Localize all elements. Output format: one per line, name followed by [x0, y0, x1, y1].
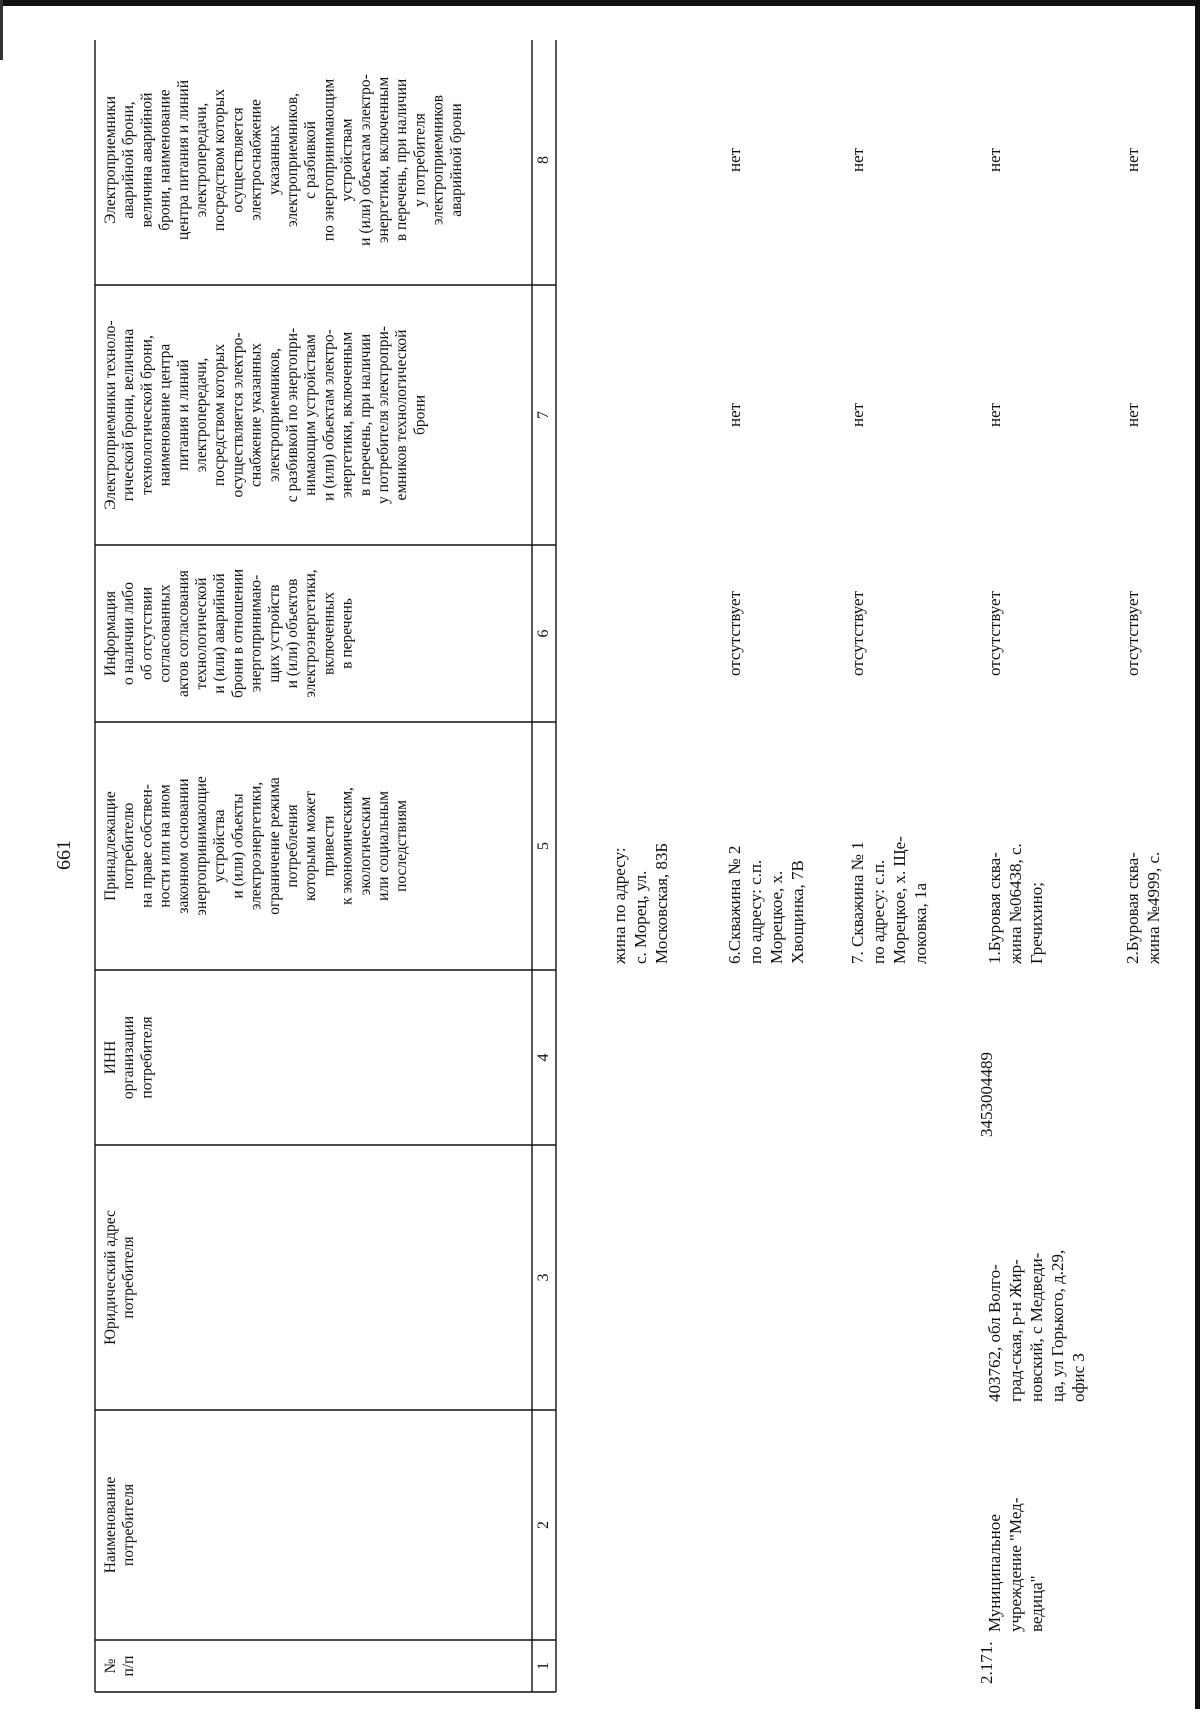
column-header-7-line: в перечень, при наличии — [356, 333, 374, 497]
cell-continuation-col5-line: с. Морец, ул. — [631, 870, 650, 964]
column-header-7-line: у потребителя электропри- — [374, 326, 392, 504]
scan-edge-right — [1195, 0, 1200, 1709]
column-header-6-line: и (или) объектов — [284, 578, 301, 689]
cell-legal-address-line: 403762, обл Волго- — [985, 1264, 1004, 1402]
cell-col5-line: Морецкое, х. Ще- — [890, 836, 909, 964]
cell-col7 — [985, 402, 1004, 427]
cell-col6-line: отсутствует — [985, 590, 1004, 677]
column-header-4-line: потребителя — [138, 1016, 156, 1099]
column-header-6-line: электроэнергетики, — [302, 569, 320, 698]
cell-consumer-name — [985, 1497, 1046, 1632]
column-header-6-line: щих устройств — [265, 584, 283, 683]
scan-edge-top — [0, 0, 1200, 6]
column-header-5-line: экологическим — [356, 796, 374, 896]
cell-col6 — [985, 590, 1004, 676]
cell-col8-line: нет — [848, 147, 867, 173]
column-header-5 — [102, 776, 410, 916]
cell-col6-line: отсутствует — [725, 590, 744, 677]
column-header-7-line: Электроприемники техноло- — [102, 320, 119, 510]
cell-col7-line: нет — [725, 402, 744, 428]
column-header-8-line: величина аварийной — [138, 92, 156, 228]
column-header-7-line: с разбивкой по энергопри- — [284, 327, 301, 503]
cell-col5-line: Морецкое, х. — [767, 870, 786, 964]
cell-col5-line: локовка, 1а — [911, 883, 930, 964]
column-header-8-line: электроприемников, — [284, 92, 301, 228]
column-header-7-line: энергетики, включенным — [338, 331, 356, 499]
column-number-4-line: 4 — [535, 1053, 552, 1062]
column-header-6-line: включенных — [320, 591, 338, 676]
cell-col5 — [848, 836, 930, 964]
cell-col5-line: Гречихино; — [1027, 882, 1046, 964]
column-header-5-line: ности или на ином — [156, 784, 174, 908]
column-header-6 — [102, 569, 356, 698]
column-header-7-line: питания и линий — [174, 359, 192, 471]
cell-col7 — [1123, 402, 1142, 427]
column-number-3 — [535, 1274, 552, 1282]
column-header-5-line: законном основании — [174, 778, 192, 914]
cell-col8 — [1123, 147, 1142, 172]
column-header-5-line: ограничение режима — [265, 777, 283, 915]
cell-col5 — [1123, 852, 1163, 965]
cell-inn — [977, 1052, 996, 1137]
cell-col6-line: отсутствует — [848, 590, 867, 677]
column-header-7-line: технологической брони, — [138, 335, 156, 495]
column-header-3-line: Юридический адрес — [102, 1210, 119, 1345]
column-number-6 — [535, 630, 552, 638]
column-header-7-line: осуществляется электро- — [229, 332, 247, 498]
cell-col5-line: по адресу: с.п. — [746, 859, 765, 964]
cell-col5-line: 2.Буровая сква- — [1123, 852, 1142, 964]
column-header-7-line: электроприемников, — [265, 347, 283, 483]
scan-edge-left — [0, 0, 3, 60]
column-header-8-line: устройствам — [338, 118, 356, 202]
cell-row-number-line: 2.171. — [977, 1641, 996, 1684]
column-header-8-line: у потребителя — [411, 113, 429, 207]
cell-col7-line: нет — [985, 402, 1004, 428]
cell-col5-line: по адресу: с.п. — [869, 859, 888, 964]
column-number-1-line: 1 — [535, 1662, 552, 1670]
column-header-5-line: устройства — [211, 809, 229, 883]
column-header-6-line: брони в отношении — [229, 568, 247, 699]
cell-col5-line: 1.Буровая сква- — [985, 852, 1004, 964]
cell-col5-line: 7. Скважина № 1 — [848, 841, 867, 964]
column-number-5-line: 5 — [535, 842, 552, 850]
column-header-6-line: энергопринимаю- — [247, 574, 265, 693]
column-header-8-line: аварийной брони — [447, 103, 465, 217]
column-header-8-line: по энергопринимающим — [320, 78, 338, 242]
column-header-8-line: центра питания и линий — [174, 79, 192, 241]
table-header — [102, 74, 552, 1676]
column-header-8 — [102, 74, 465, 246]
column-header-6-line: о наличии либо — [120, 582, 138, 685]
column-header-2 — [102, 1477, 137, 1574]
column-header-5-line: электроэнергетики, — [247, 781, 265, 911]
column-header-8-line: посредством которых — [211, 88, 229, 232]
column-header-5-line: и (или) объекты — [229, 793, 247, 899]
column-header-6-line: технологической — [193, 577, 210, 690]
column-header-5-line: на праве собствен- — [138, 784, 156, 908]
cell-col7-line: нет — [1123, 402, 1142, 428]
column-number-8-line: 8 — [535, 156, 552, 164]
column-header-6-line: в перечень — [338, 598, 356, 669]
cell-col6-line: отсутствует — [1123, 590, 1142, 677]
column-header-7-line: емников технологической — [393, 329, 411, 501]
cell-row-number — [977, 1642, 996, 1685]
column-number-1 — [535, 1662, 552, 1670]
column-number-8 — [535, 156, 552, 164]
column-header-5-line: которыми может — [302, 790, 320, 902]
cell-legal-address — [985, 1250, 1088, 1402]
column-header-4 — [102, 1016, 155, 1099]
column-header-6-line: об отсутствии — [138, 587, 156, 680]
column-number-5 — [535, 842, 552, 850]
column-number-3-line: 3 — [535, 1273, 552, 1282]
column-header-6-line: актов согласования — [174, 570, 192, 697]
table-body — [610, 147, 1163, 1684]
column-number-2 — [535, 1521, 552, 1529]
cell-col8-line: нет — [725, 147, 744, 173]
cell-continuation-col5-line: Московская, 83Б — [652, 842, 671, 964]
column-header-5-line: привести — [320, 815, 338, 877]
column-header-2-line: Наименование — [102, 1476, 119, 1574]
cell-continuation-col5 — [610, 843, 671, 965]
cell-legal-address-line: град-ская, р-н Жир- — [1006, 1259, 1025, 1402]
page-number: 661 — [53, 840, 75, 870]
cell-legal-address-line: ца, ул Горького, д.29, — [1048, 1249, 1067, 1402]
column-header-4-line: организации — [120, 1015, 138, 1100]
cell-col6 — [725, 590, 744, 676]
cell-col6 — [1123, 590, 1142, 676]
column-header-3-line: потребителя — [120, 1236, 138, 1319]
cell-consumer-name-line: Муниципальное — [985, 1514, 1004, 1632]
column-header-6-line: согласованных — [156, 584, 174, 683]
column-header-6-line: Информация — [102, 590, 119, 677]
column-number-4 — [535, 1054, 552, 1062]
cell-legal-address-line: офис 3 — [1069, 1353, 1088, 1402]
column-header-8-line: электропередачи, — [193, 102, 210, 218]
column-header-8-line: с разбивкой — [302, 121, 320, 199]
column-header-5-line: к экономическим, — [338, 787, 356, 905]
column-header-5-line: энергопринимающие — [193, 776, 210, 916]
cell-col5-line: Хвощинка, 7В — [788, 860, 807, 964]
column-number-7-line: 7 — [535, 411, 552, 419]
column-header-8-line: и (или) объектам электро- — [356, 74, 374, 246]
cell-col8 — [848, 147, 867, 172]
cell-col8-line: нет — [985, 147, 1004, 173]
column-header-4-line: ИНН — [102, 1040, 119, 1075]
column-header-7-line: посредством которых — [211, 343, 229, 487]
cell-col7 — [848, 402, 867, 427]
column-header-5-line: последствиям — [393, 800, 411, 892]
column-number-2-line: 2 — [535, 1521, 552, 1529]
column-number-7 — [535, 411, 552, 419]
column-header-6-line: и (или) аварийной — [211, 573, 229, 694]
cell-col8 — [985, 147, 1004, 172]
cell-consumer-name-line: ведица" — [1027, 1575, 1046, 1632]
column-header-1 — [102, 1656, 137, 1677]
column-header-1-line: п/п — [120, 1655, 138, 1677]
column-header-5-line: или социальным — [374, 791, 392, 901]
column-header-5-line: потребления — [284, 804, 301, 888]
column-header-8-line: электроснабжение — [247, 99, 265, 221]
cell-col8-line: нет — [1123, 147, 1142, 173]
cell-col8 — [725, 147, 744, 172]
column-header-8-line: брони, наименование — [156, 89, 174, 231]
cell-col5-line: жина №4999, с. — [1144, 851, 1163, 964]
column-header-8-line: энергетики, включенным — [374, 76, 392, 244]
column-header-7-line: снабжение указанных — [247, 343, 265, 487]
column-header-5-line: Принадлежащие — [102, 791, 119, 901]
column-header-7-line: брони — [411, 395, 429, 435]
column-header-7-line: нимающим устройствам — [302, 334, 320, 496]
cell-col7-line: нет — [848, 402, 867, 428]
cell-inn-line: 3453004489 — [977, 1052, 996, 1137]
cell-col6 — [848, 590, 867, 676]
cell-col5-line: жина №06438, с. — [1006, 843, 1025, 964]
column-header-8-line: Электроприемники — [102, 96, 119, 224]
column-number-6-line: 6 — [535, 629, 552, 638]
column-header-1-line: № — [102, 1658, 119, 1674]
column-header-7-line: наименование центра — [156, 343, 174, 487]
column-header-2-line: потребителя — [120, 1483, 138, 1567]
column-header-5-line: потребителю — [120, 802, 138, 890]
cell-legal-address-line: новский, с Медведи- — [1027, 1252, 1046, 1402]
cell-col5 — [985, 843, 1046, 965]
cell-col5-line: 6.Скважина № 2 — [725, 845, 744, 964]
column-header-7-line: и (или) объектам электро- — [320, 329, 338, 501]
cell-continuation-col5-line: жина по адресу: — [610, 847, 629, 964]
cell-consumer-name-line: учреждение "Мед- — [1006, 1497, 1025, 1632]
column-header-8-line: аварийной брони, — [120, 101, 138, 219]
column-header-7-line: электропередачи, — [193, 357, 210, 473]
column-header-8-line: указанных — [265, 125, 283, 195]
column-header-8-line: осуществляется — [229, 107, 247, 213]
column-header-7-line: гической брони, величина — [120, 328, 138, 502]
column-header-7 — [102, 320, 428, 509]
cell-col7 — [725, 402, 744, 427]
column-header-8-line: электроприемников — [429, 94, 447, 226]
column-header-3 — [102, 1210, 137, 1345]
column-header-8-line: в перечень, при наличии — [393, 78, 411, 242]
cell-col5 — [725, 846, 807, 964]
